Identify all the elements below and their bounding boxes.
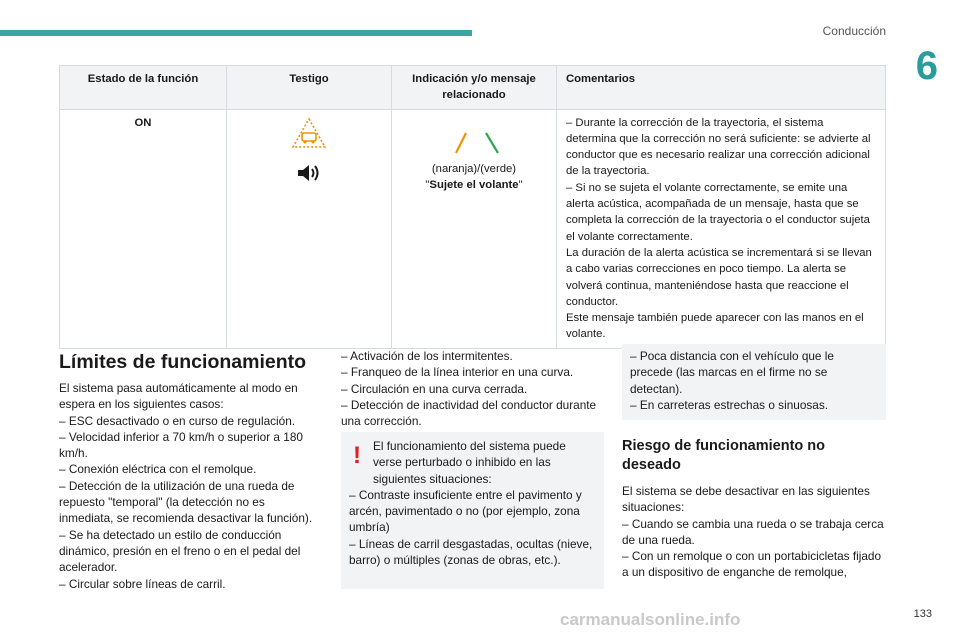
list-item: – Cuando se cambia una rueda o se trabaja cerca de una rueda. — [622, 516, 884, 547]
lane-lines-icon — [401, 129, 547, 155]
warning-box — [341, 432, 604, 589]
comment-line: Este mensaje también puede aparecer con las manos en el volante. — [566, 312, 864, 341]
state-cell: ON — [60, 109, 227, 348]
section-title: Conducción — [822, 24, 886, 38]
message-text: Sujete el volante — [429, 178, 519, 191]
limits-title: Límites de funcionamiento — [59, 351, 307, 373]
warning-text-continued — [630, 348, 878, 413]
list-item: – Circular sobre líneas de carril. — [59, 576, 226, 591]
indicator-cell — [227, 109, 392, 348]
table-header-row — [60, 66, 886, 110]
risk-intro: El sistema se debe desactivar en las siguientes situaciones: — [622, 484, 870, 515]
list-item: – ESC desactivado o en curso de regulación. — [59, 413, 296, 428]
warning-text — [349, 438, 597, 568]
chapter-number: 6 — [915, 44, 938, 88]
comments-cell — [557, 109, 886, 348]
table-header: Comentarios — [557, 66, 886, 110]
table-header: Estado de la función — [60, 66, 227, 110]
list-item: – Detección de inactividad del conductor durante una corrección. — [341, 397, 597, 429]
table-row — [60, 109, 886, 348]
header-accent-bar — [0, 30, 472, 36]
list-item: – Activación de los intermitentes. — [341, 349, 513, 363]
limits-column — [59, 350, 321, 592]
indication-colors: (naranja)/(verde) — [431, 162, 517, 175]
speaker-icon — [236, 162, 382, 189]
warning-box-continued — [622, 344, 886, 420]
indication-cell — [392, 109, 557, 348]
page-number: 133 — [913, 608, 932, 620]
list-item: – Líneas de carril desgastadas, ocultas (nieve, barro) o múltiples (zonas de obras, etc.). — [349, 536, 593, 568]
function-state-table — [59, 65, 886, 349]
watermark: carmanualsonline.info — [560, 610, 741, 629]
limits-intro: El sistema pasa automáticamente al modo en espera en los siguientes casos: — [59, 381, 298, 412]
list-item: – Velocidad inferior a 70 km/h o superior a 180 km/h. — [59, 429, 303, 461]
risk-title: Riesgo de funcionamiento no deseado — [622, 438, 826, 473]
indication-message: "Sujete el volante" — [425, 178, 523, 191]
list-item: – Detección de la utilización de una rueda de repuesto "temporal" (la detección no es inmediata, se recomienda desactivar la función). — [59, 478, 313, 526]
warning-intro: El funcionamiento del sistema puede verse perturbado o inhibido en las siguientes situaciones: — [373, 439, 566, 486]
table-header: Indicación y/o mensaje relacionado — [392, 66, 557, 110]
limits-column-2 — [341, 348, 603, 429]
list-item: – Con un remolque o con un portabicicletas fijado a un dispositivo de enganche de remolque, — [622, 549, 882, 580]
list-item: – Contraste insuficiente entre el pavimento y arcén, pavimentado o no (por ejemplo, zona umbría) — [349, 487, 582, 535]
list-item: – Conexión eléctrica con el remolque. — [59, 462, 257, 477]
comment-line: – Durante la corrección de la trayectoria, el sistema determina que la corrección no será suficiente: se advierte al conductor que es necesario realizar una corrección adicional de la trayectoria. — [566, 116, 871, 178]
warning-icon: ! — [353, 442, 361, 469]
risk-column — [622, 437, 884, 581]
lane-warning-icon — [236, 117, 382, 154]
list-item: – En carreteras estrechas o sinuosas. — [630, 397, 829, 412]
list-item: – Se ha detectado un estilo de conducción dinámico, presión en el freno o en el pedal del acelerador. — [59, 527, 301, 575]
comment-line: La duración de la alerta acústica se incrementará si se llevan a cabo varias correcciones en poco tiempo. La alerta se volverá continua, manteniéndose hasta que reaccione el conductor. — [566, 246, 872, 308]
table-header: Testigo — [227, 66, 392, 110]
list-item: – Circulación en una curva cerrada. — [341, 381, 528, 396]
list-item: – Franqueo de la línea interior en una curva. — [341, 365, 574, 380]
list-item: – Poca distancia con el vehículo que le precede (las marcas en el firme no se detectan). — [630, 349, 834, 396]
comment-line: – Si no se sujeta el volante correctamente, se emite una alerta acústica, acompañada de un mensaje, hasta que se completa la corrección de la trayectoria o el conductor sujeta el volante correctamente. — [566, 181, 870, 243]
